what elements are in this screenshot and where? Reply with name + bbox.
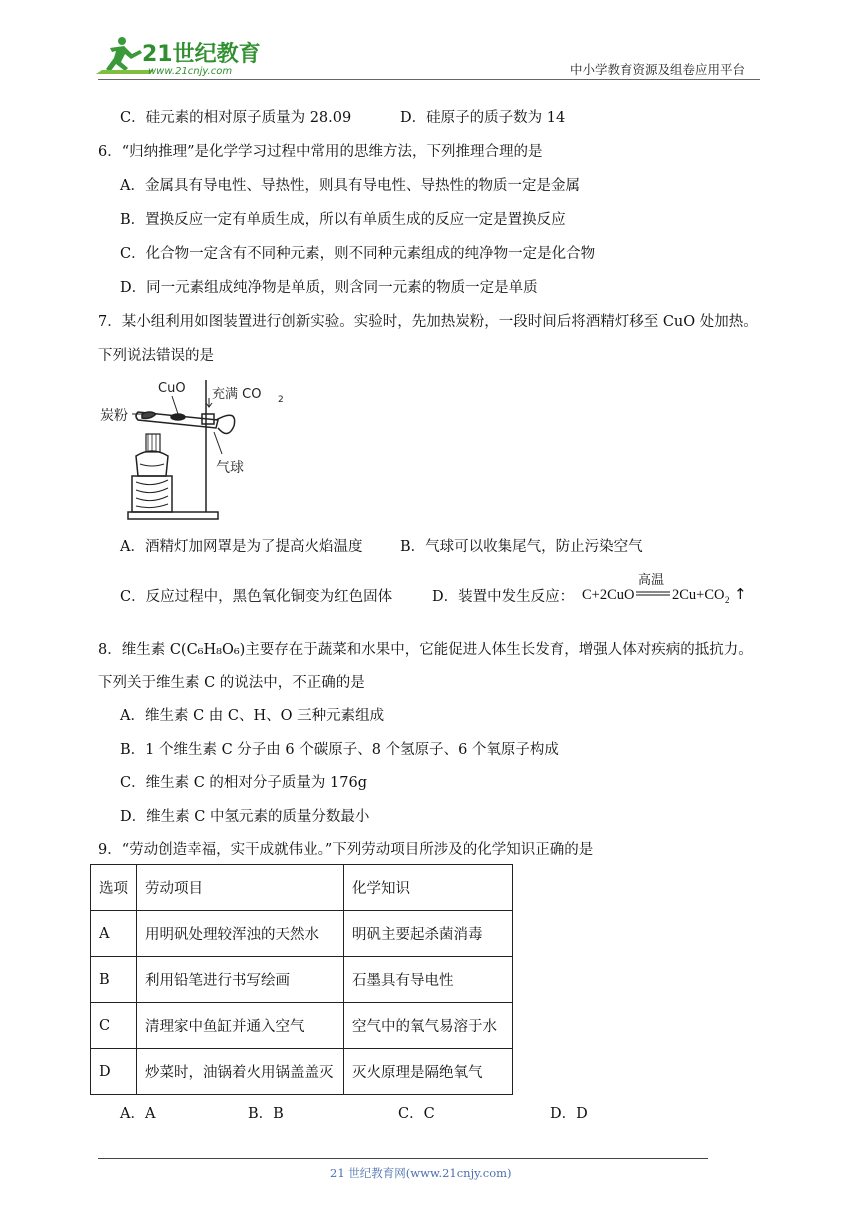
q7-stem-line1: 7．某小组利用如图装置进行创新实验。实验时，先加热炭粉，一段时间后将酒精灯移至 CuO 处加热。	[98, 314, 758, 330]
header-cell: 选项	[91, 865, 137, 911]
footer-source: 21 世纪教育网(www.21cnjy.com)	[330, 1166, 512, 1180]
label-co2-subscript: 2	[278, 395, 284, 405]
q9-stem: 9．“劳动创造幸福，实干成就伟业。”下列劳动项目所涉及的化学知识正确的是	[98, 842, 594, 858]
q9-option-d: D．D	[550, 1106, 588, 1122]
q9-table	[90, 864, 513, 1095]
q6-option-b: B．置换反应一定有单质生成，所以有单质生成的反应一定是置换反应	[120, 212, 566, 228]
eq-subscript: 2	[725, 595, 730, 605]
q5-option-c: C．硅元素的相对原子质量为 28.09	[120, 110, 352, 126]
q9-option-b: B．B	[248, 1106, 284, 1122]
label-cuo: CuO	[158, 381, 186, 396]
site-logo	[94, 34, 264, 78]
q7-option-b: B．气球可以收集尾气，防止污染空气	[400, 539, 643, 555]
table-row	[91, 911, 513, 957]
platform-name: 中小学教育资源及组卷应用平台	[570, 62, 746, 77]
label-carbon-powder: 炭粉	[100, 408, 128, 424]
q8-option-c: C．维生素 C 的相对分子质量为 176g	[120, 775, 367, 791]
table-cell: 利用铅笔进行书写绘画	[137, 957, 344, 1003]
q8-option-a: A．维生素 C 由 C、H、O 三种元素组成	[120, 708, 385, 724]
table-cell: 空气中的氧气易溶于水	[344, 1003, 513, 1049]
q9-option-a: A．A	[120, 1106, 156, 1122]
footer-divider	[98, 1158, 708, 1159]
logo-text: 21世纪教育	[142, 42, 261, 67]
q6-stem: 6．“归纳推理”是化学学习过程中常用的思维方法，下列推理合理的是	[98, 144, 543, 160]
table-cell: 用明矾处理较浑浊的天然水	[137, 911, 344, 957]
table-cell: B	[91, 957, 137, 1003]
q8-stem-line2: 下列关于维生素 C 的说法中，不正确的是	[98, 675, 365, 691]
table-cell: 石墨具有导电性	[344, 957, 513, 1003]
table-cell: 炒菜时，油锅着火用锅盖盖灭	[137, 1049, 344, 1095]
table-cell: 清理家中鱼缸并通入空气	[137, 1003, 344, 1049]
table-row	[91, 957, 513, 1003]
table-cell: C	[91, 1003, 137, 1049]
table-cell: 明矾主要起杀菌消毒	[344, 911, 513, 957]
table-header-row	[91, 865, 513, 911]
header-cell: 劳动项目	[137, 865, 344, 911]
header-cell: 化学知识	[344, 865, 513, 911]
q8-stem-line1: 8．维生素 C(C₆H₈O₆)主要存在于蔬菜和水果中，它能促进人体生长发育，增强人体对疾病的抵抗力。	[98, 642, 753, 658]
q7-option-d: D．装置中发生反应：	[432, 589, 575, 605]
q7-apparatus-figure	[98, 372, 288, 524]
q7-option-c: C．反应过程中，黑色氧化铜变为红色固体	[120, 589, 393, 605]
q8-option-d: D．维生素 C 中氢元素的质量分数最小	[120, 809, 370, 825]
q7-stem-line2: 下列说法错误的是	[98, 348, 214, 364]
eq-products: 2Cu+CO	[672, 587, 725, 603]
label-co2: 充满 CO	[212, 387, 262, 402]
balloon	[216, 415, 235, 433]
q7-reaction-equation	[582, 572, 762, 612]
table-cell: 灭火原理是隔绝氧气	[344, 1049, 513, 1095]
q5-option-d: D．硅原子的质子数为 14	[400, 110, 566, 126]
label-balloon: 气球	[216, 460, 244, 476]
q6-option-a: A．金属具有导电性、导热性，则具有导电性、导热性的物质一定是金属	[120, 178, 580, 194]
alcohol-lamp	[136, 451, 168, 476]
q7-option-a: A．酒精灯加网罩是为了提高火焰温度	[120, 539, 363, 555]
q6-option-d: D．同一元素组成纯净物是单质，则含同一元素的物质一定是单质	[120, 280, 538, 296]
header-divider	[98, 79, 760, 80]
stand-base	[128, 512, 218, 519]
q9-option-c: C．C	[398, 1106, 435, 1122]
eq-reactants: C+2CuO	[582, 587, 635, 603]
logo-url: www.21cnjy.com	[148, 66, 233, 77]
q6-option-c: C．化合物一定含有不同种元素，则不同种元素组成的纯净物一定是化合物	[120, 246, 596, 262]
table-cell: D	[91, 1049, 137, 1095]
eq-condition: 高温	[638, 573, 665, 588]
table-row	[91, 1049, 513, 1095]
eq-gas-arrow: ↑	[734, 585, 747, 603]
table-cell: A	[91, 911, 137, 957]
table-row	[91, 1003, 513, 1049]
q8-option-b: B．1 个维生素 C 分子由 6 个碳原子、8 个氢原子、6 个氧原子构成	[120, 742, 559, 758]
